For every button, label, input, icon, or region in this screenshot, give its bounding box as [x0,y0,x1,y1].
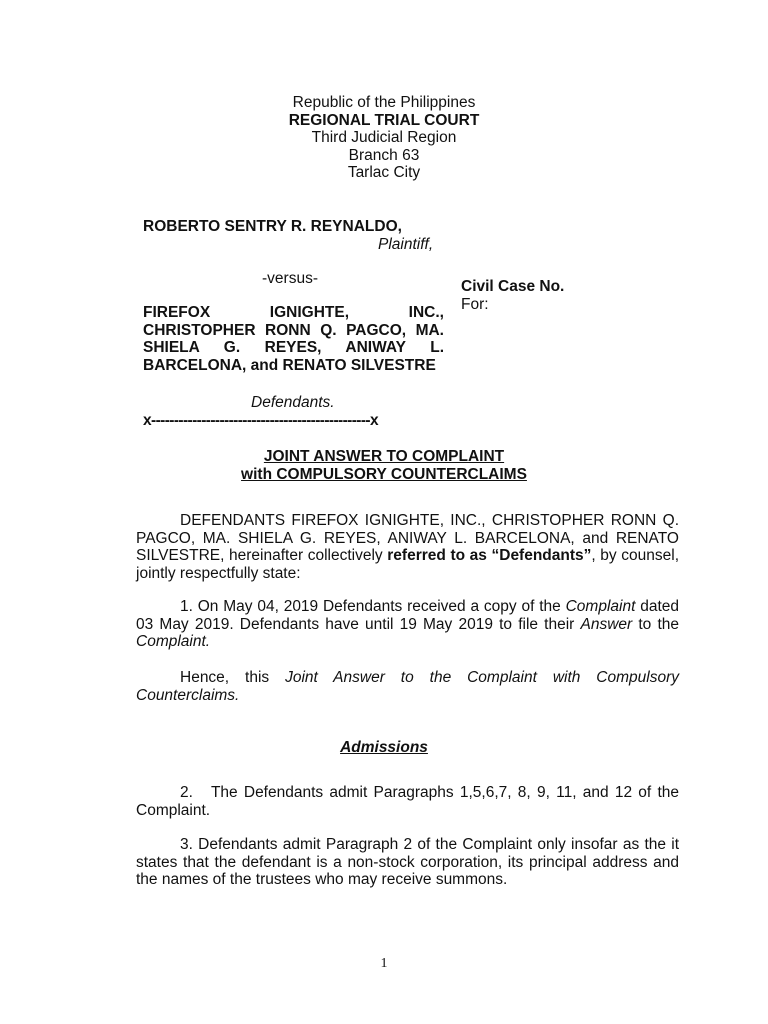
defendants-names: FIREFOX IGNIGHTE, INC., CHRISTOPHER RONN Q. PAGCO, MA. SHIELA G. REYES, ANIWAY L. BARCELONA, and RENATO SILVESTRE [143,304,444,374]
court-header [0,94,768,182]
para1-text-c: dated 03 May 2019. Defendants have until 19 May 2019 to file their [136,598,680,633]
title-line-1: JOINT ANSWER TO COMPLAINT [263,448,505,465]
caption-rule: x------------------------------------------------x [143,412,378,429]
header-branch: Branch 63 [348,146,420,164]
hence-paragraph [136,669,679,704]
versus-label: -versus- [262,270,318,287]
intro-paragraph [136,512,679,582]
para1-text-e: to the [638,615,680,633]
para1-answer-ref: Answer [580,615,633,633]
header-city: Tarlac City [347,164,421,181]
paragraph-1 [136,598,679,651]
case-for-label: For: [461,296,489,313]
document-title [0,448,768,483]
para3-text: 3. Defendants admit Paragraph 2 of the Complaint only insofar as the it states that the defendant is a non-stock corporation, its principal address and the names of the trustees who may receive summons. [136,836,679,888]
title-line-2: with COMPULSORY COUNTERCLAIMS [241,465,527,483]
header-republic: Republic of the Philippines [292,94,476,111]
page-number: 1 [380,956,388,971]
para1-complaint-ref-2: Complaint. [136,633,211,650]
para2-text: The Defendants admit Paragraphs 1,5,6,7, 8, 9, 11, and 12 of the Complaint. [136,784,679,819]
paragraph-2 [136,784,679,819]
paragraph-3 [136,836,679,889]
para2-number: 2. [180,784,193,801]
admissions-heading: Admissions [340,739,428,756]
para1-complaint-ref: Complaint [565,598,636,615]
hence-text: Hence, this [180,669,270,686]
defendants-role: Defendants. [251,394,335,411]
header-court: REGIONAL TRIAL COURT [288,111,480,129]
plaintiff-name: ROBERTO SENTRY R. REYNALDO, [143,218,402,235]
intro-bold-text: referred to as “Defendants” [387,547,592,564]
intro-tail: , by counsel, jointly respectfully state: [136,547,679,582]
plaintiff-role: Plaintiff, [378,236,434,253]
header-region: Third Judicial Region [311,129,457,146]
civil-case-no-label: Civil Case No. [461,278,565,295]
intro-text: DEFENDANTS FIREFOX IGNIGHTE, INC., CHRISTOPHER RONN Q. PAGCO, MA. SHIELA G. REYES, ANIWAY L. BARCELONA, and RENATO SILVESTRE, hereinafter collectively [136,512,679,564]
para1-text-a: 1. On May 04, 2019 Defendants received a copy of the [180,598,561,615]
hence-title-ref: Joint Answer to the Complaint with Compulsory Counterclaims. [136,669,679,704]
